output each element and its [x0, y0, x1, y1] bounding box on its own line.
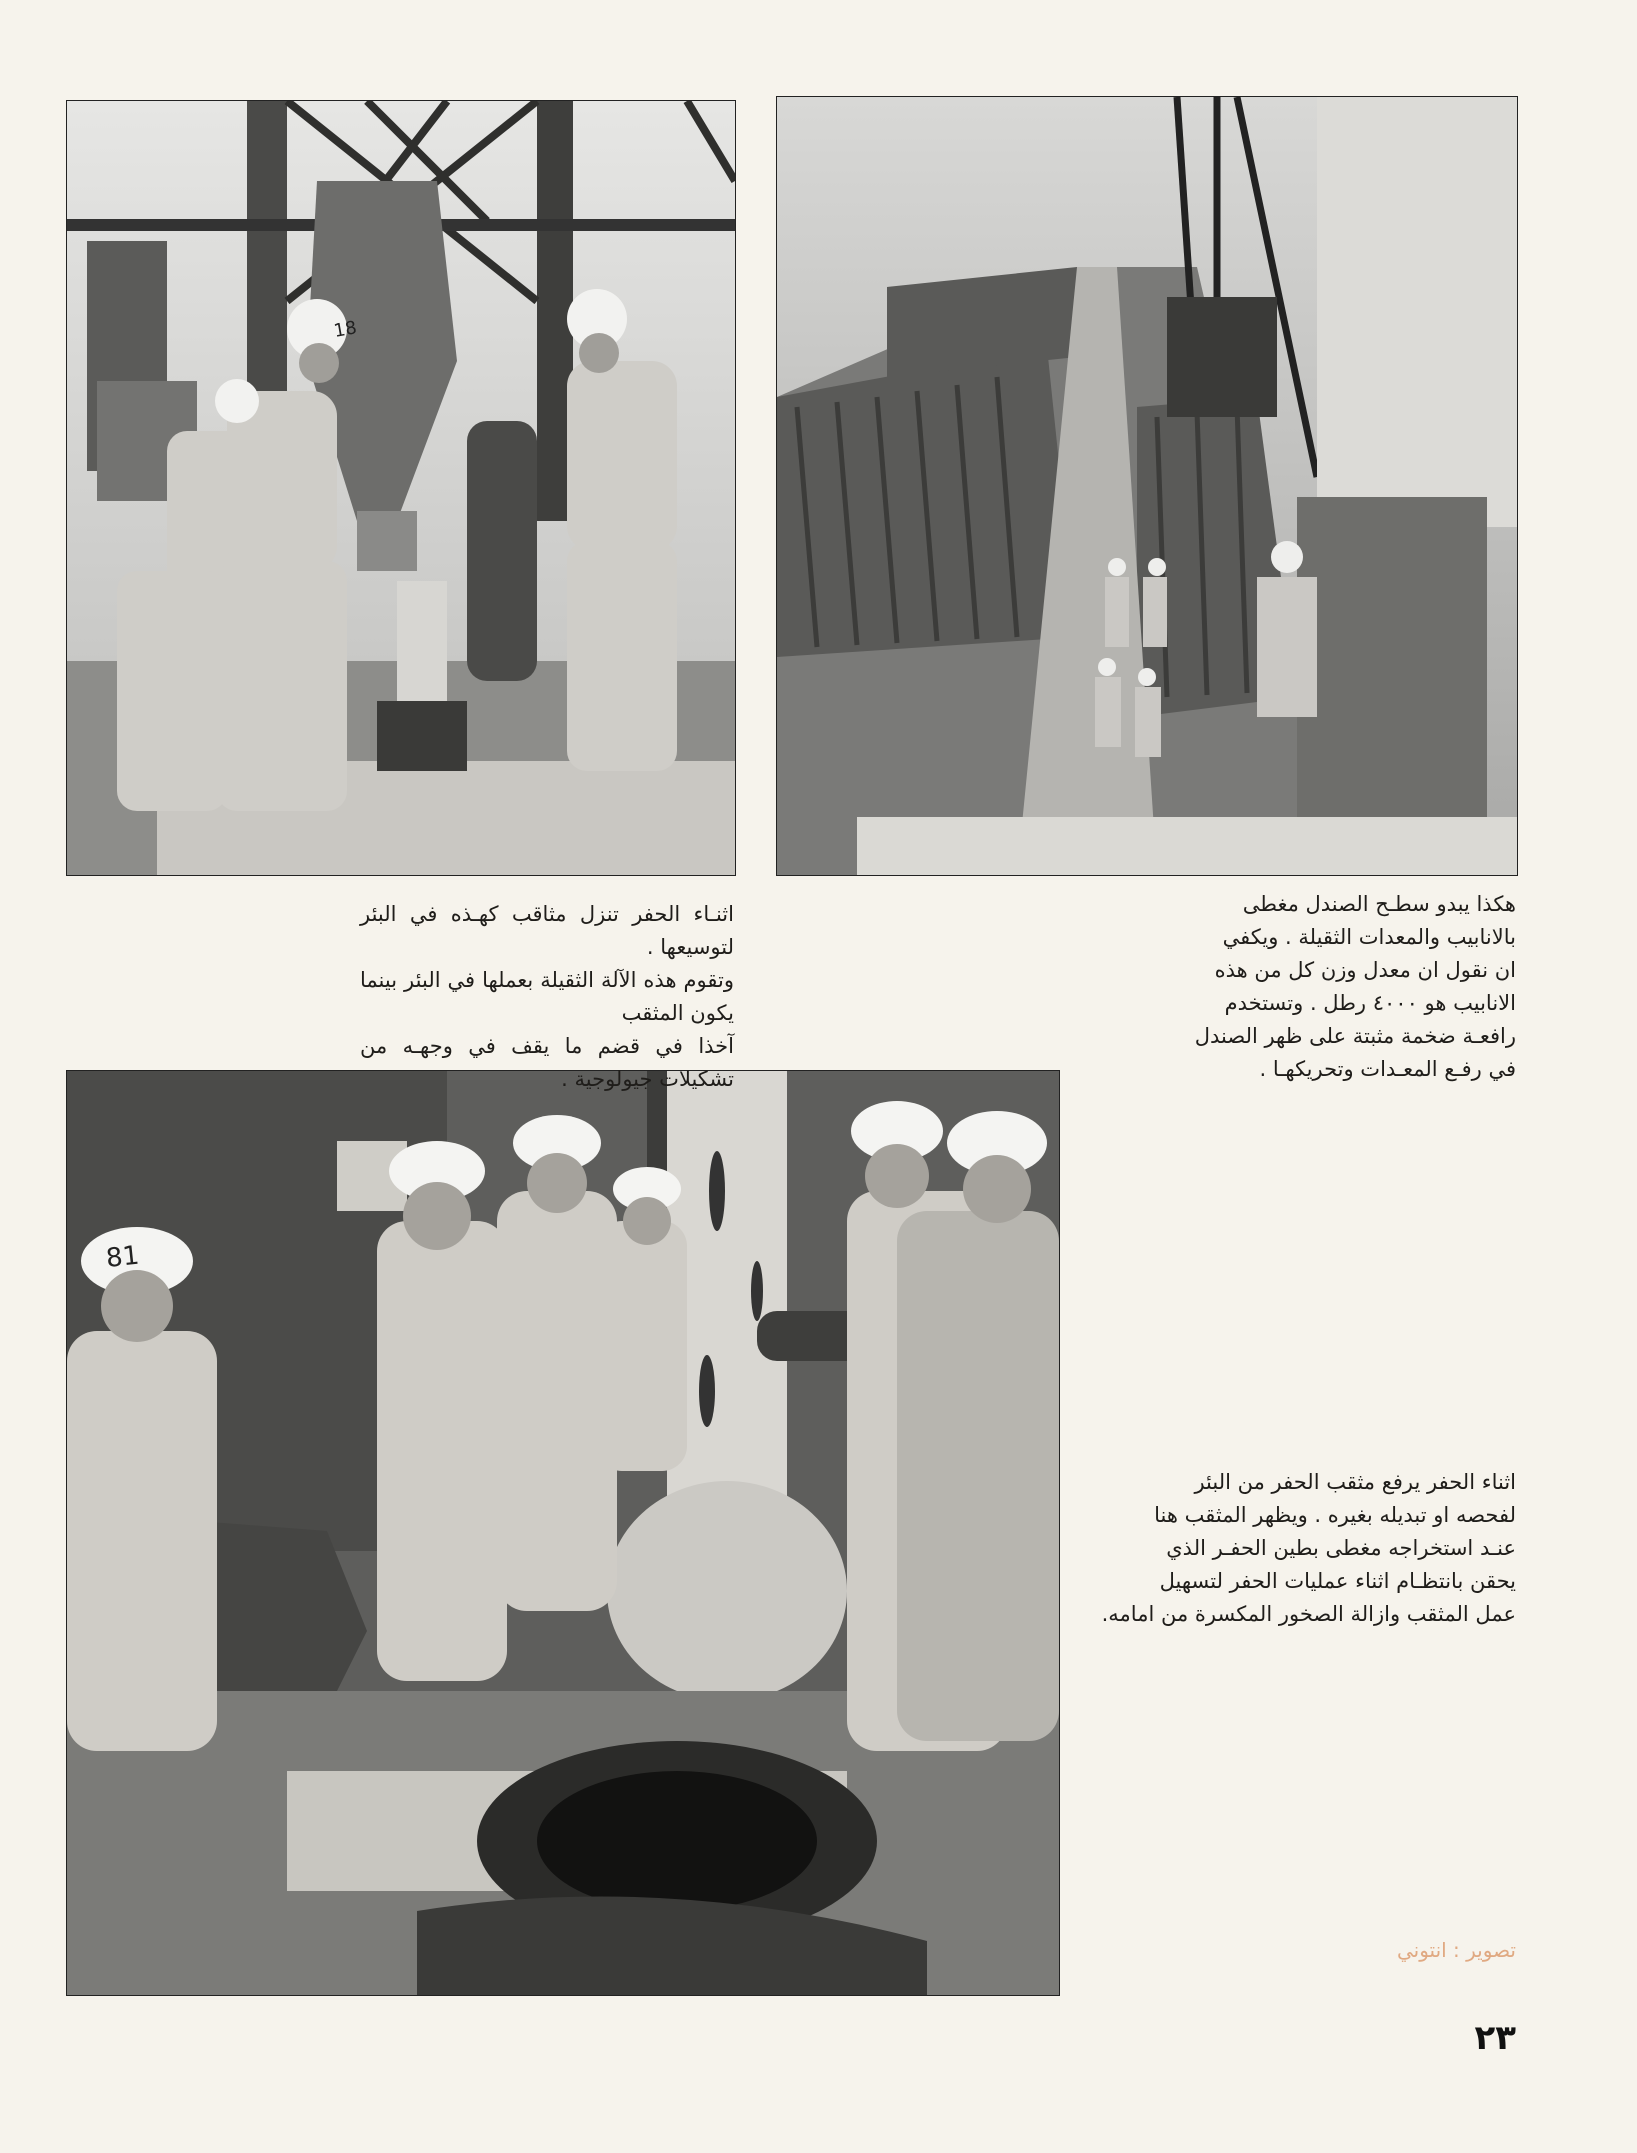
drilling-bit-crew-image	[67, 101, 735, 875]
caption-line: هكذا يبدو سطـح الصندل مغطى	[1242, 892, 1516, 916]
photo-drilling-bit-crew	[66, 100, 736, 876]
caption-line: اثناء الحفر يرفع مثقب الحفر من البئر	[1194, 1470, 1516, 1494]
caption-line: الانابيب هو ٤٠٠٠ رطل . وتستخدم	[1224, 991, 1516, 1015]
caption-line: لفحصه او تبديله بغيره . ويظهر المثقب هنا	[1154, 1503, 1516, 1527]
helmet-number-bottom: 81	[104, 1240, 141, 1274]
caption-line: ان نقول ان معدل وزن كل من هذه	[1214, 958, 1516, 982]
caption-line: في رفـع المعـدات وتحريكهـا .	[1259, 1057, 1516, 1081]
caption-line: آخذا في قضم ما يقف في وجهـه من تشكيلات جيولوجية .	[360, 1034, 734, 1091]
caption-line: اثنـاء الحفر تنزل مثاقب كهـذه في البئر لتوسيعها .	[360, 902, 734, 959]
caption-barge-deck	[1150, 888, 1516, 1086]
caption-drill-raise	[1086, 1466, 1516, 1631]
caption-drilling-bits	[360, 898, 734, 1096]
drill-bit-raised-image	[67, 1071, 1059, 1995]
photo-drill-bit-raised	[66, 1070, 1060, 1996]
page-number: ٢٣	[1474, 2018, 1516, 2058]
caption-line: رافعـة ضخمة مثبتة على ظهر الصندل	[1194, 1024, 1516, 1048]
helmet-number-top-left: 18	[332, 317, 359, 342]
caption-line: وتقوم هذه الآلة الثقيلة بعملها في البئر بينما يكون المثقب	[360, 968, 734, 1025]
barge-deck-pipes-image	[777, 97, 1517, 875]
caption-line: عمل المثقب وازالة الصخور المكسرة من امامه.	[1101, 1602, 1516, 1626]
caption-line: بالانابيب والمعدات الثقيلة . ويكفي	[1222, 925, 1516, 949]
photo-barge-deck-pipes	[776, 96, 1518, 876]
caption-line: يحقن بانتظـام اثناء عمليات الحفر لتسهيل	[1159, 1569, 1516, 1593]
caption-line: عنـد استخراجه مغطى بطين الحفـر الذي	[1166, 1536, 1516, 1560]
photo-credit: تصوير : انتوني	[1396, 1938, 1516, 1962]
